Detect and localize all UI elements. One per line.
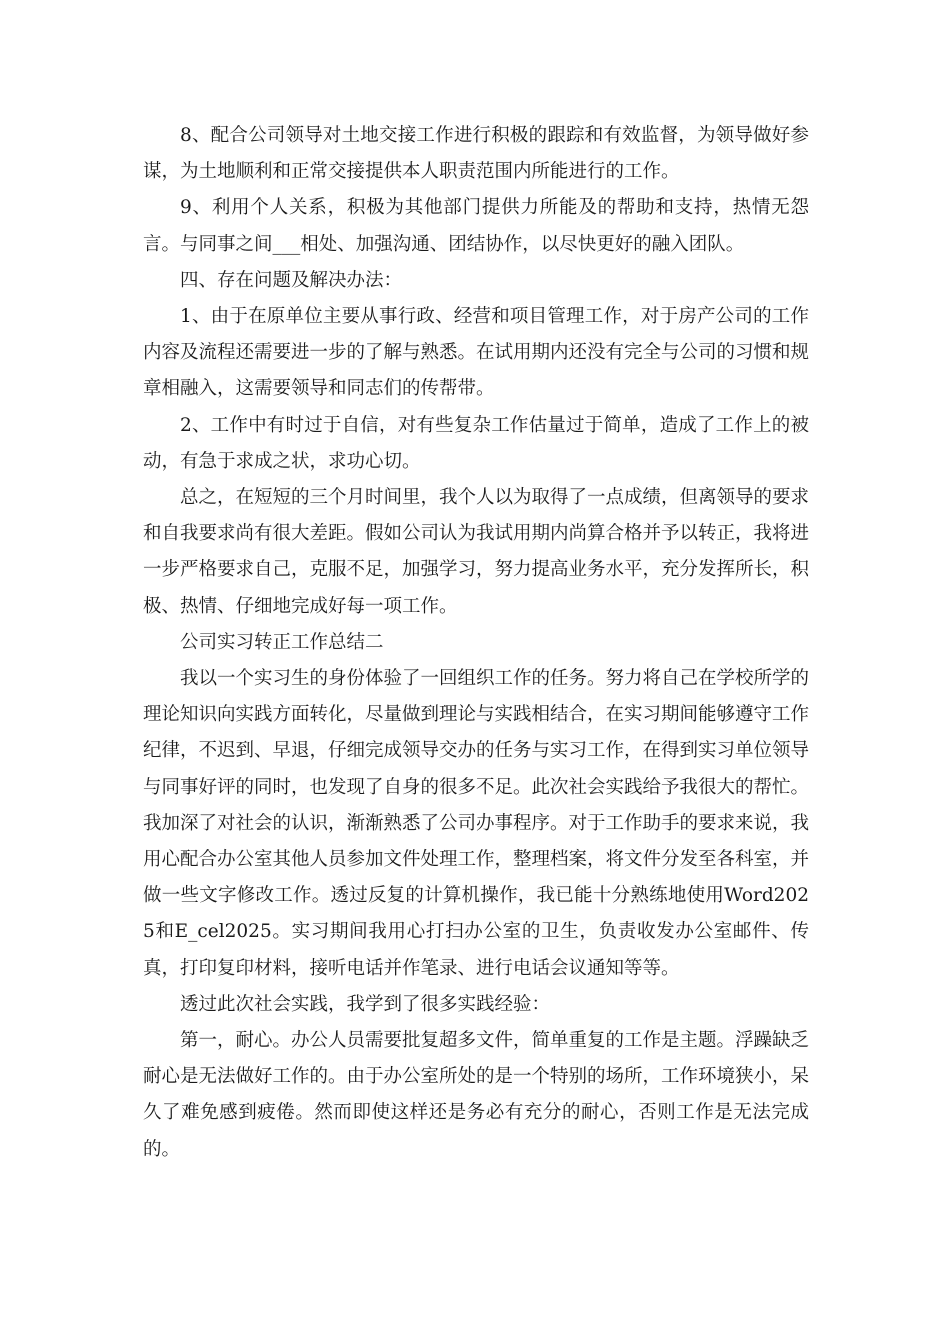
- paragraph-lessons-intro: 透过此次社会实践，我学到了很多实践经验：: [180, 993, 551, 1015]
- paragraph-internship-experience: 我以一个实习生的身份体验了一回组织工作的任务。努力将自己在学校所学的理论知识向实践方面转化，尽量做到理论与实践相结合，在实习期间能够遵守工作纪律，不迟到、早退，仔细完成领导交办的任务与实习工作，在得到实习单位领导与同事好评的同时，也发现了自身的很多不足。此次社会实践给予我很大的帮忙。我加深了对社会的认识，渐渐熟悉了公司办事程序。对于工作助手的要求来说，我用心配合办公室其他人员参加文件处理工作，整理档案，将文件分发至各科室，并做一些文字修改工作。透过反复的计算机操作，我已能十分熟练地使用Word2025和E_cel2025。实习期间我用心打扫办公室的卫生，负责收发办公室邮件、传真，打印复印材料，接听电话并作笔录、进行电话会议通知等等。: [143, 668, 810, 979]
- paragraph-lesson-patience: 第一，耐心。办公人员需要批复超多文件，简单重复的工作是主题。浮躁缺乏耐心是无法做好工作的。由于办公室所处的是一个特别的场所，工作环境狭小，呆久了难免感到疲倦。然而即使这样还是务必有充分的耐心，否则工作是无法完成的。: [143, 1030, 810, 1160]
- paragraph-problem-2: 2、工作中有时过于自信，对有些复杂工作估量过于简单，造成了工作上的被动，有急于求成之状，求功心切。: [143, 414, 809, 472]
- section-heading-problems: 四、存在问题及解决办法：: [180, 269, 403, 291]
- paragraph-item-9: 9、利用个人关系，积极为其他部门提供力所能及的帮助和支持，热情无怨言。与同事之间___相处、加强沟通、团结协作，以尽快更好的融入团队。: [143, 197, 809, 255]
- paragraph-item-8: 8、配合公司领导对土地交接工作进行积极的跟踪和有效监督，为领导做好参谋，为土地顺利和正常交接提供本人职责范围内所能进行的工作。: [143, 125, 809, 183]
- document-body: [143, 118, 809, 1168]
- paragraph-problem-1: 1、由于在原单位主要从事行政、经营和项目管理工作，对于房产公司的工作内容及流程还需要进一步的了解与熟悉。在试用期内还没有完全与公司的习惯和规章相融入，这需要领导和同志们的传帮带。: [143, 306, 810, 400]
- paragraph-conclusion: 总之，在短短的三个月时间里，我个人以为取得了一点成绩，但离领导的要求和自我要求尚有很大差距。假如公司认为我试用期内尚算合格并予以转正，我将进一步严格要求自己，克服不足，加强学习，努力提高业务水平，充分发挥所长，积极、热情、仔细地完成好每一项工作。: [143, 487, 810, 617]
- section-title-summary-two: 公司实习转正工作总结二: [180, 631, 384, 653]
